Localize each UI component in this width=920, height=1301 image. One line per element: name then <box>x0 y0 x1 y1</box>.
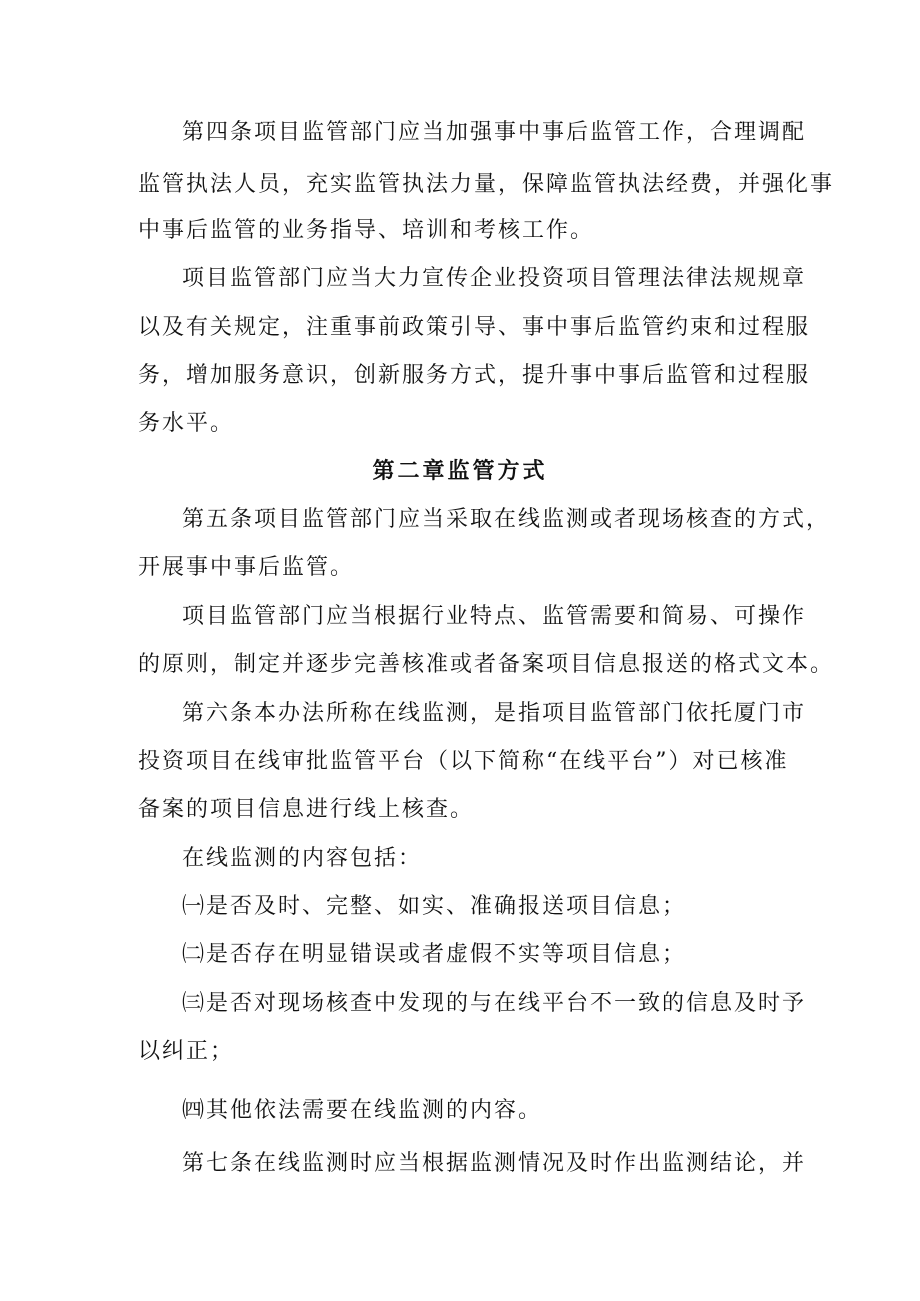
article-5-line-1: 第五条项目监管部门应当采取在线监测或者现场核查的方式， <box>182 507 831 532</box>
chapter-2-title: 第二章监管方式 <box>372 458 548 484</box>
article-7-line-1: 第七条在线监测时应当根据监测情况及时作出监测结论，并 <box>182 1151 807 1176</box>
article-6-line-2: 投资项目在线审批监管平台（以下简称“在线平台”）对已核准 <box>138 749 789 774</box>
paragraph-format-line-1: 项目监管部门应当根据行业特点、监管需要和简易、可操作 <box>182 604 807 629</box>
article-4-line-2: 监管执法人员，充实监管执法力量，保障监管执法经费，并强化事 <box>138 172 835 197</box>
monitoring-item-4: ㈣其他依法需要在线监测的内容。 <box>182 1098 543 1123</box>
monitoring-item-1: ㈠是否及时、完整、如实、准确报送项目信息； <box>182 894 687 919</box>
monitoring-item-3-line-2: 以纠正； <box>138 1039 235 1064</box>
paragraph-promotion-line-2: 以及有关规定，注重事前政策引导、事中事后监管约束和过程服 <box>138 315 811 340</box>
monitoring-item-2: ㈡是否存在明显错误或者虚假不实等项目信息； <box>182 942 687 967</box>
paragraph-promotion-line-4: 务水平。 <box>138 411 235 436</box>
article-4-line-1: 第四条项目监管部门应当加强事中事后监管工作，合理调配 <box>182 120 807 145</box>
paragraph-promotion-line-3: 务，增加服务意识，创新服务方式，提升事中事后监管和过程服 <box>138 363 811 388</box>
monitoring-contents-heading: 在线监测的内容包括： <box>182 846 423 871</box>
article-4-line-3: 中事后监管的业务指导、培训和考核工作。 <box>138 218 595 243</box>
paragraph-promotion-line-1: 项目监管部门应当大力宣传企业投资项目管理法律法规规章 <box>182 266 807 291</box>
monitoring-item-3-line-1: ㈢是否对现场核查中发现的与在线平台不一致的信息及时予 <box>182 991 807 1016</box>
paragraph-format-line-2: 的原则，制定并逐步完善核准或者备案项目信息报送的格式文本。 <box>138 652 835 677</box>
article-6-line-1: 第六条本办法所称在线监测，是指项目监管部门依托厦门市 <box>182 701 807 726</box>
article-6-line-3: 备案的项目信息进行线上核查。 <box>138 797 475 822</box>
article-5-line-2: 开展事中事后监管。 <box>138 555 355 580</box>
